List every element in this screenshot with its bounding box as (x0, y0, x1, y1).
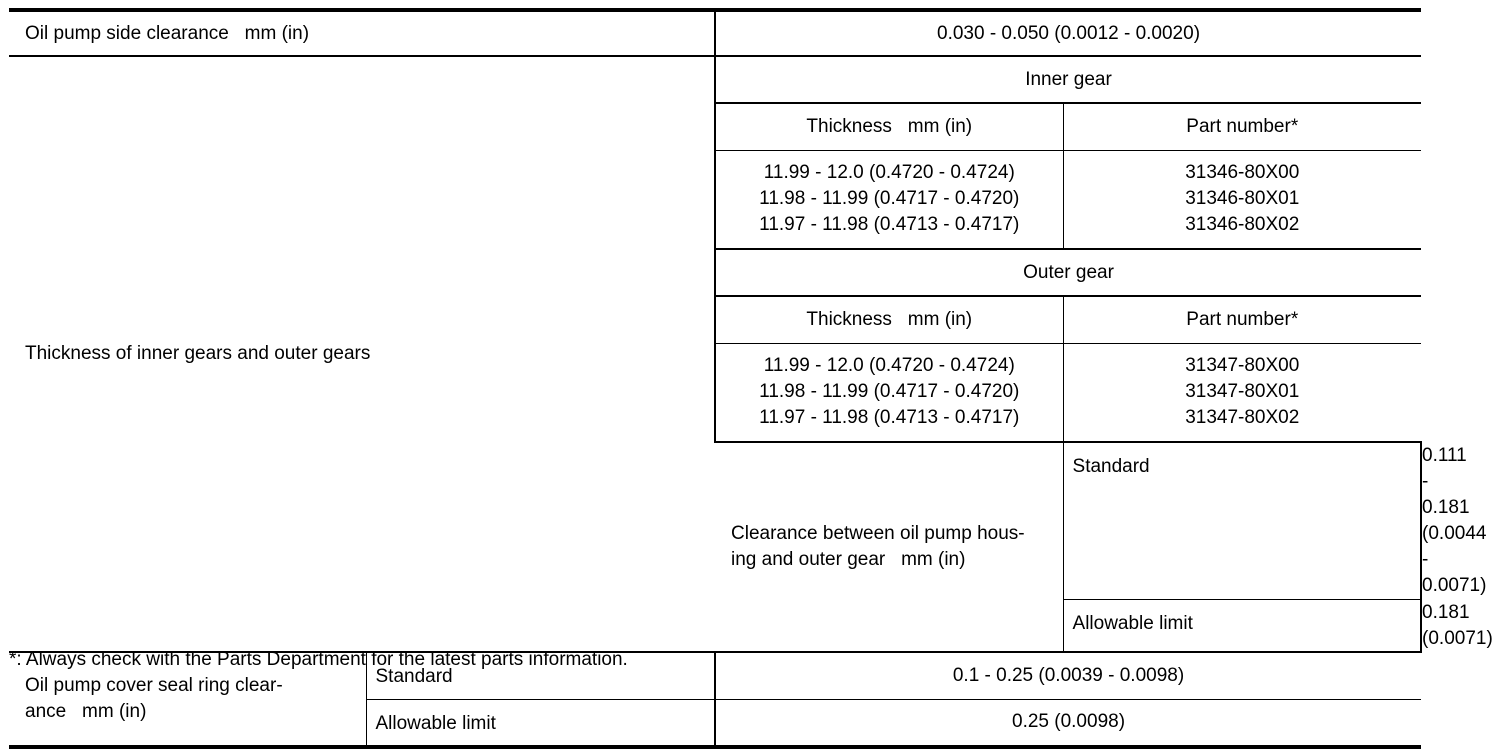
housing-standard-label: Standard (1063, 442, 1421, 600)
seal-ring-limit-value: 0.25 (0.0098) (715, 699, 1421, 747)
outer-part-1: 31347-80X00 (1185, 355, 1300, 377)
outer-thickness-header: Thickness mm (in) (715, 296, 1063, 343)
outer-gear-title: Outer gear (715, 249, 1421, 296)
seal-ring-label-line2: ance mm (in) (25, 701, 147, 722)
inner-thickness-3: 11.97 - 11.98 (0.4713 - 0.4717) (759, 214, 1020, 236)
side-clearance-label: Oil pump side clearance mm (in) (25, 22, 310, 44)
housing-clearance-standard-row: Clearance between oil pump hous- ing and outer gear mm (in) Standard 0.111 - 0.181 (0.0044 - 0.0071) (9, 442, 1421, 600)
seal-ring-label-line1: Oil pump cover seal ring clear- (25, 675, 283, 696)
seal-ring-standard-value: 0.1 - 0.25 (0.0039 - 0.0098) (715, 652, 1421, 699)
housing-clearance-limit-row: Allowable limit 0.181 (0.0071) (9, 600, 1421, 653)
seal-ring-standard-label: Standard (366, 652, 715, 699)
outer-part-2: 31347-80X01 (1185, 381, 1300, 403)
outer-thickness-list (715, 343, 1063, 442)
inner-thickness-list (715, 150, 1063, 249)
housing-limit-label: Allowable limit (1063, 600, 1421, 653)
housing-clearance-label-line2: ing and outer gear mm (in) (731, 549, 966, 570)
inner-thickness-header: Thickness mm (in) (715, 103, 1063, 150)
side-clearance-value: 0.030 - 0.050 (0.0012 - 0.0020) (715, 10, 1421, 56)
outer-thickness-2: 11.98 - 11.99 (0.4717 - 0.4720) (759, 381, 1020, 403)
inner-part-2: 31346-80X01 (1185, 188, 1300, 210)
housing-clearance-label-line1: Clearance between oil pump hous- (731, 523, 1025, 544)
parts-footnote: *: Always check with the Parts Department for the latest parts information. (9, 649, 628, 670)
side-clearance-row (9, 10, 1421, 56)
specification-table (9, 8, 1493, 749)
outer-part-3: 31347-80X02 (1185, 407, 1300, 429)
inner-gear-title-row (9, 56, 1421, 103)
outer-part-header: Part number* (1063, 296, 1421, 343)
housing-clearance-label (715, 442, 1063, 652)
seal-ring-limit-label: Allowable limit (366, 699, 715, 747)
inner-thickness-2: 11.98 - 11.99 (0.4717 - 0.4720) (759, 188, 1020, 210)
inner-part-list (1063, 150, 1421, 249)
inner-thickness-1: 11.99 - 12.0 (0.4720 - 0.4724) (763, 162, 1015, 184)
outer-thickness-1: 11.99 - 12.0 (0.4720 - 0.4724) (763, 355, 1015, 377)
inner-gear-title: Inner gear (715, 56, 1421, 103)
outer-thickness-3: 11.97 - 11.98 (0.4713 - 0.4717) (759, 407, 1020, 429)
inner-part-1: 31346-80X00 (1185, 162, 1300, 184)
inner-part-header: Part number* (1063, 103, 1421, 150)
outer-part-list (1063, 343, 1421, 442)
gear-thickness-label: Thickness of inner gears and outer gears (9, 56, 715, 652)
inner-part-3: 31346-80X02 (1185, 214, 1300, 236)
